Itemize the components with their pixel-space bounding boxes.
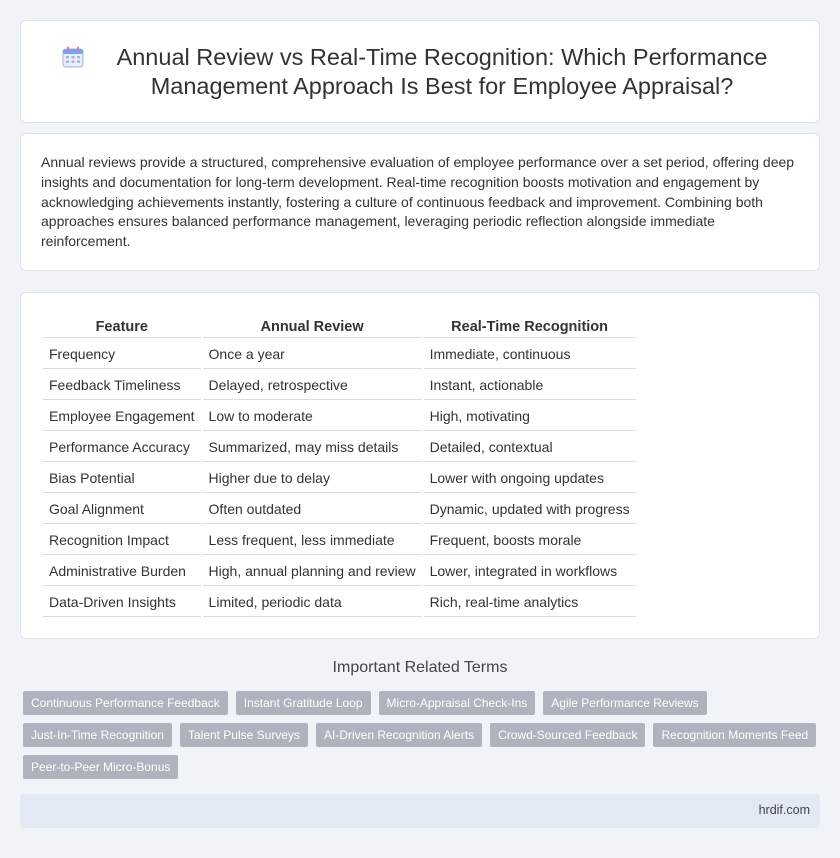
- intro-text: Annual reviews provide a structured, comprehensive evaluation of employee performance over a set period, offering deep insights and documentation for long-term development. Real-time recognition boosts motivation and engagement by acknowledging achievements instantly, fostering a culture of continuous feedback and improvement. Combining both approaches ensures balanced performance management, leveraging periodic reflection alongside immediate reinforcement.: [41, 154, 795, 250]
- table-cell: Bias Potential: [43, 464, 201, 493]
- table-cell: Rich, real-time analytics: [424, 588, 636, 617]
- table-row: [43, 464, 636, 493]
- table-cell: Often outdated: [203, 495, 422, 524]
- related-terms-list: [23, 691, 823, 779]
- header-feature: Feature: [43, 317, 201, 338]
- table-cell: Lower with ongoing updates: [424, 464, 636, 493]
- footer: [20, 794, 820, 828]
- comparison-table: [41, 315, 638, 619]
- header-real-time-recognition: Real-Time Recognition: [424, 317, 636, 338]
- term-tag[interactable]: Agile Performance Reviews: [543, 691, 706, 715]
- table-cell: Delayed, retrospective: [203, 371, 422, 400]
- term-tag[interactable]: Recognition Moments Feed: [653, 723, 816, 747]
- table-cell: Dynamic, updated with progress: [424, 495, 636, 524]
- table-row: [43, 340, 636, 369]
- term-tag[interactable]: Micro-Appraisal Check-Ins: [379, 691, 536, 715]
- calendar-icon: [61, 45, 85, 69]
- table-row: [43, 402, 636, 431]
- table-cell: Instant, actionable: [424, 371, 636, 400]
- table-row: [43, 371, 636, 400]
- term-tag[interactable]: Peer-to-Peer Micro-Bonus: [23, 755, 178, 779]
- table-cell: Performance Accuracy: [43, 433, 201, 462]
- table-cell: Summarized, may miss details: [203, 433, 422, 462]
- term-tag[interactable]: AI-Driven Recognition Alerts: [316, 723, 482, 747]
- table-row: [43, 588, 636, 617]
- table-cell: Feedback Timeliness: [43, 371, 201, 400]
- table-cell: Limited, periodic data: [203, 588, 422, 617]
- table-cell: Less frequent, less immediate: [203, 526, 422, 555]
- table-cell: Once a year: [203, 340, 422, 369]
- table-cell: Employee Engagement: [43, 402, 201, 431]
- header-annual-review: Annual Review: [203, 317, 422, 338]
- term-tag[interactable]: Talent Pulse Surveys: [180, 723, 308, 747]
- table-cell: Frequent, boosts morale: [424, 526, 636, 555]
- term-tag[interactable]: Continuous Performance Feedback: [23, 691, 228, 715]
- table-cell: Frequency: [43, 340, 201, 369]
- term-tag[interactable]: Just-In-Time Recognition: [23, 723, 172, 747]
- title-card: [20, 20, 820, 123]
- table-row: [43, 433, 636, 462]
- table-row: [43, 526, 636, 555]
- table-cell: Higher due to delay: [203, 464, 422, 493]
- table-cell: High, annual planning and review: [203, 557, 422, 586]
- table-cell: Low to moderate: [203, 402, 422, 431]
- footer-site-link[interactable]: hrdif.com: [758, 803, 810, 817]
- term-tag[interactable]: Crowd-Sourced Feedback: [490, 723, 645, 747]
- title-wrap: [61, 43, 779, 101]
- related-terms-title: Important Related Terms: [332, 659, 508, 676]
- comparison-card: [20, 292, 820, 639]
- table-cell: Data-Driven Insights: [43, 588, 201, 617]
- table-row: [43, 495, 636, 524]
- table-cell: Detailed, contextual: [424, 433, 636, 462]
- term-tag[interactable]: Instant Gratitude Loop: [236, 691, 371, 715]
- table-row: [43, 557, 636, 586]
- table-cell: Goal Alignment: [43, 495, 201, 524]
- table-cell: Recognition Impact: [43, 526, 201, 555]
- table-cell: Immediate, continuous: [424, 340, 636, 369]
- table-cell: Administrative Burden: [43, 557, 201, 586]
- page-title: Annual Review vs Real-Time Recognition: Which Performance Management Approach Is Best for Employee Appraisal?: [116, 43, 768, 99]
- table-cell: High, motivating: [424, 402, 636, 431]
- intro-card: [20, 133, 820, 271]
- table-cell: Lower, integrated in workflows: [424, 557, 636, 586]
- table-header-row: [43, 317, 636, 338]
